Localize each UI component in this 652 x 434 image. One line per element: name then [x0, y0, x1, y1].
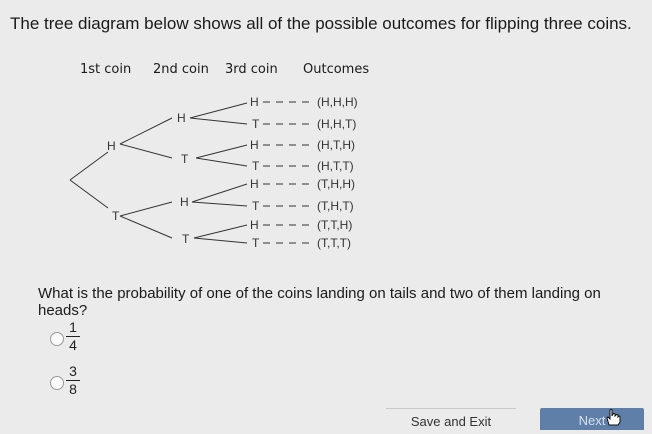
node-level3: T — [252, 236, 260, 250]
fraction-numerator: 3 — [66, 364, 80, 381]
outcome-label: (T,H,T) — [317, 199, 354, 213]
node-level3: H — [250, 218, 259, 232]
divider — [386, 408, 516, 409]
node-level3: T — [252, 117, 260, 131]
node-level2-th: H — [180, 195, 189, 209]
node-level3: H — [250, 95, 259, 109]
fraction-denominator: 8 — [69, 381, 77, 397]
node-level2-tt: T — [182, 232, 190, 246]
outcome-connectors — [263, 102, 312, 243]
node-level2-hh: H — [177, 111, 186, 125]
outcome-label: (T,T,H) — [317, 218, 353, 232]
fraction-denominator: 4 — [69, 337, 77, 353]
outcome-label: (H,H,T) — [317, 117, 357, 131]
node-level3: T — [252, 199, 260, 213]
header-3rd-coin: 3rd coin — [225, 62, 278, 77]
question-prompt: What is the probability of one of the coins landing on tails and two of them landing on heads? — [38, 285, 601, 319]
fraction — [66, 320, 80, 353]
node-level1-h: H — [107, 139, 116, 153]
node-level3: H — [250, 177, 259, 191]
node-level3: H — [250, 138, 259, 152]
hand-cursor-icon — [603, 408, 623, 426]
node-level2-ht: T — [181, 152, 189, 166]
outcome-label: (T,H,H) — [317, 177, 355, 191]
outcome-label: (H,T,H) — [317, 138, 355, 152]
radio-button[interactable] — [50, 332, 64, 346]
header-2nd-coin: 2nd coin — [153, 62, 209, 77]
next-button[interactable]: Next — [540, 408, 644, 430]
fraction — [66, 364, 80, 397]
radio-button[interactable] — [50, 376, 64, 390]
question-intro: The tree diagram below shows all of the possible outcomes for flipping three coins. — [10, 14, 632, 33]
outcome-label: (H,T,T) — [317, 159, 354, 173]
header-1st-coin: 1st coin — [80, 62, 132, 77]
fraction-numerator: 1 — [66, 320, 80, 337]
node-level3: T — [252, 159, 260, 173]
save-and-exit-button[interactable]: Save and Exit — [410, 414, 492, 429]
outcome-label: (H,H,H) — [317, 95, 358, 109]
header-outcomes: Outcomes — [303, 62, 370, 77]
root-branches — [70, 103, 247, 243]
outcome-label: (T,T,T) — [317, 236, 351, 250]
node-level1-t: T — [112, 209, 120, 223]
